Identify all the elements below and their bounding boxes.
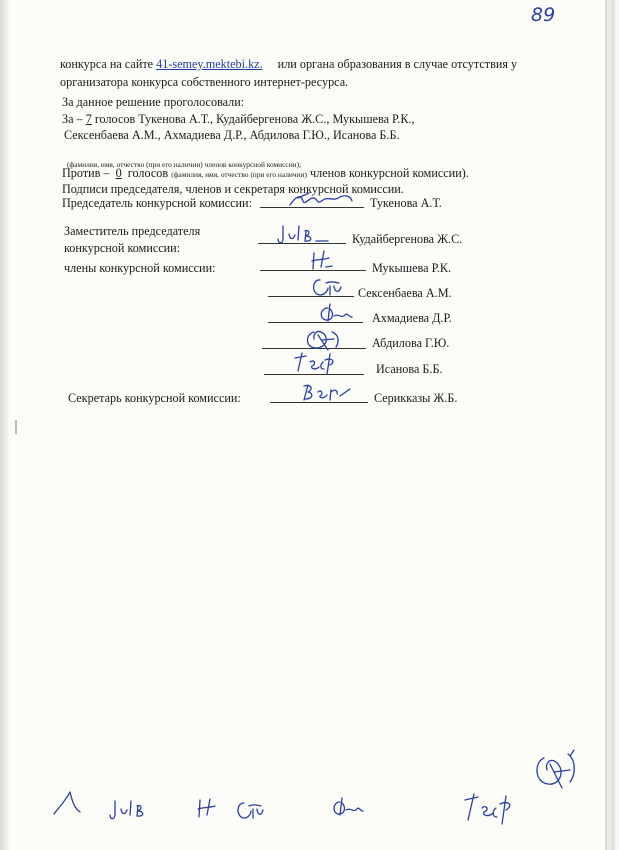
- footer-initial-4: [232, 798, 266, 824]
- vote-against-line: [62, 166, 469, 182]
- footer-initial-3: [194, 796, 220, 822]
- vote-for-prefix: За –: [62, 112, 83, 126]
- vote-for-line: [62, 112, 415, 126]
- page-number: 89: [531, 4, 556, 26]
- scan-mark: [15, 420, 17, 434]
- chair-name: Тукенова А.Т.: [370, 196, 442, 210]
- member-signature-5: [292, 350, 352, 376]
- scan-edge-shadow: [0, 0, 10, 850]
- fio-note: (фамилия, имя, отчество (при его наличии) членов конкурсной комиссии);: [67, 160, 302, 169]
- chair-signature: [286, 188, 356, 210]
- members-label: члены конкурсной комиссии:: [64, 261, 216, 275]
- vote-for-names-2: Сексенбаева А.М., Ахмадиева Д.Р., Абдилова Г.Ю., Исанова Б.Б.: [64, 128, 400, 142]
- member-name-3: Ахмадиева Д.Р.: [372, 311, 452, 325]
- footer-initial-2: [108, 798, 146, 824]
- footer-initial-5: [328, 796, 364, 822]
- deputy-signature: [276, 222, 332, 246]
- intro-line-2: организатора конкурса собственного интернет-ресурса.: [60, 75, 349, 89]
- intro-line-1: [60, 57, 517, 71]
- member-signature-1: [308, 248, 336, 274]
- secretary-name: Серикказы Ж.Б.: [374, 391, 458, 405]
- member-name-1: Мукышева Р.К.: [372, 261, 452, 275]
- intro-prefix: конкурса на сайте: [60, 57, 154, 71]
- deputy-label-1: Заместитель председателя: [64, 224, 201, 238]
- footer-initial-7: [530, 748, 580, 796]
- secretary-label: Секретарь конкурсной комиссии:: [68, 391, 241, 405]
- signatures-label: Подписи председателя, членов и секретаря конкурсной комиссии.: [62, 182, 404, 196]
- vote-against-suffix: членов конкурсной комиссии).: [309, 166, 469, 180]
- member-signature-2: [306, 274, 346, 300]
- deputy-label-2: конкурсной комиссии:: [64, 241, 181, 255]
- intro-suffix: или органа образования в случае отсутствия у: [277, 57, 518, 71]
- member-signature-3: [314, 302, 354, 326]
- secretary-signature: [300, 380, 354, 404]
- chair-label: Председатель конкурсной комиссии:: [62, 196, 252, 210]
- member-name-4: Абдилова Г.Ю.: [372, 336, 450, 350]
- vote-against-prefix: Против –: [62, 166, 110, 180]
- vote-against-mid: голосов: [127, 166, 169, 180]
- member-name-2: Сексенбаева А.М.: [358, 286, 452, 300]
- deputy-name: Кудайбергенова Ж.С.: [352, 232, 463, 246]
- member-name-5: Исанова Б.Б.: [376, 362, 443, 376]
- voted-label: За данное решение проголосовали:: [62, 95, 245, 109]
- vote-against-note: (фамилия, имя, отчество (при его наличии): [171, 170, 307, 179]
- footer-initial-6: [462, 790, 524, 826]
- vote-for-count: 7: [85, 112, 92, 126]
- site-link[interactable]: 41-semey.mektebi.kz.: [156, 57, 263, 71]
- footer-initial-1: [50, 788, 84, 818]
- vote-against-count: 0: [115, 166, 122, 180]
- vote-for-suffix: голосов Тукенова А.Т., Кудайбергенова Ж.С., Мукышева Р.К.,: [94, 112, 415, 126]
